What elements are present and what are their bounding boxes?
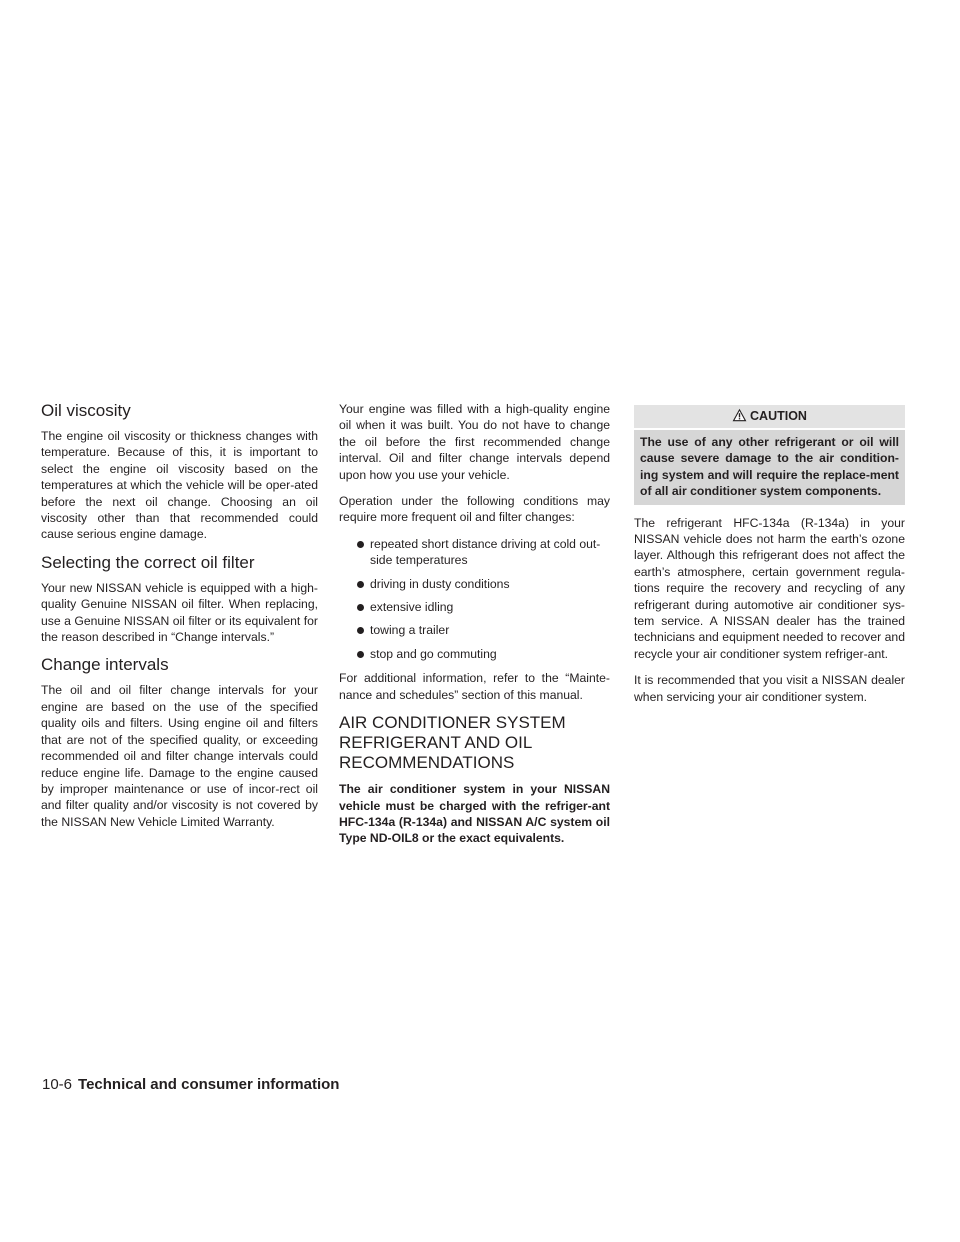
heading-change-intervals: Change intervals — [41, 655, 169, 675]
bullet-icon — [357, 651, 364, 658]
bullet-icon — [357, 604, 364, 611]
caution-title: CAUTION — [750, 409, 807, 423]
list-item: extensive idling — [339, 599, 610, 615]
caution-header — [634, 405, 905, 428]
caution-box — [634, 405, 905, 505]
bullet-icon — [357, 581, 364, 588]
conditions-list — [339, 536, 610, 662]
ac-refrigerant-bold-paragraph: The air conditioner system in your NISSAN vehicle must be charged with the refriger-ant HFC-134a (R-134a) and NISSAN A/C system oil Type ND-OIL8 or the exact equivalents. — [339, 782, 610, 846]
caution-text: The use of any other refrigerant or oil will cause severe damage to the air condition-ing system and will require the replace-ment of all air conditioner system components. — [634, 430, 905, 505]
page-number: 10-6 — [42, 1076, 73, 1093]
additional-info-paragraph: For additional information, refer to the “Mainte-nance and schedules” section of this manual. — [339, 671, 610, 702]
heading-ac-refrigerant: AIR CONDITIONER SYSTEM REFRIGERANT AND OIL RECOMMENDATIONS — [339, 713, 566, 773]
change-intervals-paragraph: The oil and oil filter change intervals for your engine are based on the use of the specified quality oils and filters. Using engine oil and filters that are not of the specified quality, or exceeding recommended oil and filter change intervals could reduce engine life. Damage to the engine caused by improper maintenance or use of incor-rect oil and filter quality and/or viscosity is not covered by the NISSAN New Vehicle Limited Warranty. — [41, 683, 318, 829]
warning-triangle-icon — [732, 408, 747, 427]
page-footer — [42, 1076, 339, 1094]
bullet-icon — [357, 627, 364, 634]
bullet-icon — [357, 541, 364, 548]
list-item: repeated short distance driving at cold out-side temperatures — [339, 536, 610, 569]
oil-filter-paragraph: Your new NISSAN vehicle is equipped with a high-quality Genuine NISSAN oil filter. When replacing, use a Genuine NISSAN oil filter or its equivalent for the reason described in “Change intervals.” — [41, 580, 318, 645]
dealer-recommendation-paragraph: It is recommended that you visit a NISSAN dealer when servicing your air conditioner system. — [634, 673, 905, 704]
heading-oil-viscosity: Oil viscosity — [41, 401, 131, 420]
engine-oil-paragraph: Your engine was filled with a high-quality engine oil when it was built. You do not have to change the oil before the first recommended change interval. Oil and filter change intervals depend upon how you use your vehicle. — [339, 402, 610, 482]
heading-oil-filter: Selecting the correct oil filter — [41, 552, 255, 572]
right-column — [634, 401, 905, 715]
list-item: towing a trailer — [339, 622, 610, 638]
middle-column — [339, 401, 610, 857]
refrigerant-ozone-paragraph: The refrigerant HFC-134a (R-134a) in your NISSAN vehicle does not harm the earth’s ozone layer. Although this refrigerant does not affect the earth’s atmosphere, certain government regula-tions require the recovery and recycling of any refrigerant during automotive air conditioner sys-tem service. A NISSAN dealer has the trained technicians and equipment needed to recover and recycle your air conditioner system refriger-ant. — [634, 515, 905, 661]
oil-viscosity-paragraph: The engine oil viscosity or thickness changes with temperature. Because of this, it is important to select the engine oil viscosity based on the temperatures at which the vehicle will be oper-ated before the next oil change. Choosing an oil viscosity other than that recommended could cause serious engine damage. — [41, 429, 318, 542]
list-item: stop and go commuting — [339, 646, 610, 662]
left-column — [41, 401, 318, 840]
conditions-intro-paragraph: Operation under the following conditions may require more frequent oil and filter changes: — [339, 494, 610, 525]
list-item: driving in dusty conditions — [339, 576, 610, 592]
section-title: Technical and consumer information — [78, 1076, 340, 1093]
